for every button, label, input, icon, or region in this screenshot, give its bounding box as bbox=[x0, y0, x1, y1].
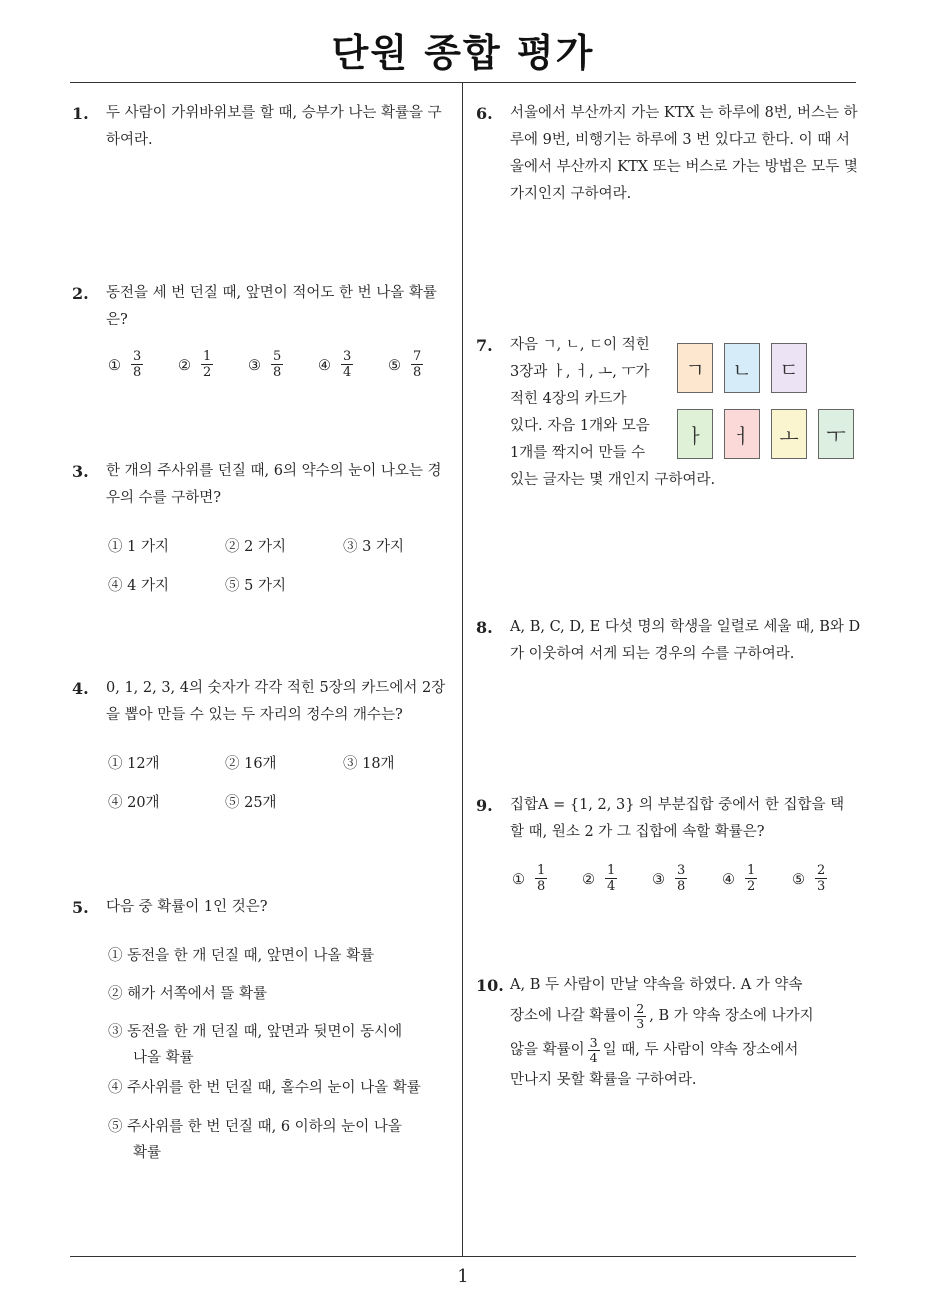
question-number: 10. bbox=[476, 976, 504, 995]
option-continued: 확률 bbox=[133, 1145, 162, 1161]
option-marker[interactable]: ② bbox=[582, 872, 595, 888]
option-fraction[interactable]: $\frac{2}{3}$ bbox=[817, 863, 826, 894]
option-marker[interactable]: ⑤ bbox=[388, 358, 401, 374]
option[interactable]: ③ 18개 bbox=[343, 756, 395, 772]
consonant-card: ㄱ bbox=[677, 343, 713, 393]
page-number: 1 bbox=[457, 1266, 469, 1287]
option-fraction[interactable]: $\frac{1}{4}$ bbox=[607, 863, 616, 894]
option-marker[interactable]: ① bbox=[108, 358, 121, 374]
option[interactable]: ⑤ 주사위를 한 번 던질 때, 6 이하의 눈이 나올 bbox=[108, 1119, 402, 1135]
option[interactable]: ① 1 가지 bbox=[108, 539, 169, 555]
option[interactable]: ③ 동전을 한 개 던질 때, 앞면과 뒷면이 동시에 bbox=[108, 1024, 403, 1040]
inline-fraction: $\frac{2}{3}$ bbox=[636, 1000, 645, 1031]
option-continued: 나올 확률 bbox=[133, 1050, 194, 1066]
option[interactable]: ⑤ 25개 bbox=[225, 795, 277, 811]
inline-fraction: $\frac{3}{4}$ bbox=[589, 1034, 598, 1065]
option-marker[interactable]: ④ bbox=[318, 358, 331, 374]
top-rule bbox=[70, 82, 856, 83]
question-number: 4. bbox=[72, 679, 89, 698]
vowel-card: ㅗ bbox=[771, 409, 807, 459]
question-text: 집합A = {1, 2, 3} 의 부분집합 중에서 한 집합을 택할 때, 원소 2 가 그 집합에 속할 확률은? bbox=[510, 797, 845, 840]
option-marker[interactable]: ⑤ bbox=[792, 872, 805, 888]
option[interactable]: ⑤ 5 가지 bbox=[225, 578, 286, 594]
option[interactable]: ② 해가 서쪽에서 뜰 확률 bbox=[108, 986, 267, 1002]
option[interactable]: ④ 주사위를 한 번 던질 때, 홀수의 눈이 나올 확률 bbox=[108, 1080, 421, 1096]
option-marker[interactable]: ① bbox=[512, 872, 525, 888]
question-text: A, B 두 사람이 만날 약속을 하였다. A 가 약속 장소에 나갈 확률이 $\frac{2}{3}$ , B 가 약속 장소에 나가지 않을 확률이 $\frac{3}{4}$ 일 때, 두 사람이 약속 장소에서 만나지 못할 확률을 구하여라. bbox=[510, 977, 814, 1088]
consonant-card: ㄷ bbox=[771, 343, 807, 393]
question-text: A, B, C, D, E 다섯 명의 학생을 일렬로 세울 때, B와 D 가 이웃하여 서게 되는 경우의 수를 구하여라. bbox=[510, 619, 861, 662]
question-6 bbox=[476, 100, 862, 208]
question-number: 6. bbox=[476, 104, 493, 123]
vowel-card: ㅏ bbox=[677, 409, 713, 459]
option-fraction[interactable]: $\frac{3}{8}$ bbox=[133, 349, 142, 380]
question-number: 9. bbox=[476, 796, 493, 815]
question-text: 동전을 세 번 던질 때, 앞면이 적어도 한 번 나올 확률은? bbox=[106, 285, 437, 328]
option[interactable]: ④ 20개 bbox=[108, 795, 160, 811]
option-marker[interactable]: ③ bbox=[652, 872, 665, 888]
option[interactable]: ① 12개 bbox=[108, 756, 160, 772]
option-fraction[interactable]: $\frac{7}{8}$ bbox=[413, 349, 422, 380]
question-5 bbox=[72, 894, 447, 921]
option-fraction[interactable]: $\frac{1}{2}$ bbox=[747, 863, 756, 894]
column-divider bbox=[462, 82, 463, 1256]
question-text: 서울에서 부산까지 가는 KTX 는 하루에 8번, 버스는 하루에 9번, 비행기는 하루에 3 번 있다고 한다. 이 때 서울에서 부산까지 KTX 또는 버스로 가는 방법은 모두 몇 가지인지 구하여라. bbox=[510, 105, 858, 202]
option-fraction[interactable]: $\frac{3}{4}$ bbox=[343, 349, 352, 380]
question-4 bbox=[72, 675, 450, 729]
question-number: 2. bbox=[72, 284, 89, 303]
question-text: 0, 1, 2, 3, 4의 숫자가 각각 적힌 5장의 카드에서 2장을 뽑아 만들 수 있는 두 자리의 정수의 개수는? bbox=[106, 680, 446, 723]
question-3 bbox=[72, 458, 447, 512]
question-7 bbox=[476, 332, 866, 494]
question-1 bbox=[72, 100, 447, 154]
option-fraction[interactable]: $\frac{5}{8}$ bbox=[273, 349, 282, 380]
option-marker[interactable]: ③ bbox=[248, 358, 261, 374]
question-10 bbox=[476, 972, 866, 1094]
question-number: 5. bbox=[72, 898, 89, 917]
option[interactable]: ① 동전을 한 개 던질 때, 앞면이 나올 확률 bbox=[108, 948, 375, 964]
question-number: 1. bbox=[72, 104, 89, 123]
question-number: 3. bbox=[72, 462, 89, 481]
page-title: 단원 종합 평가 bbox=[331, 31, 595, 75]
bottom-rule bbox=[70, 1256, 856, 1257]
option-fraction[interactable]: $\frac{3}{8}$ bbox=[677, 863, 686, 894]
option-fraction[interactable]: $\frac{1}{2}$ bbox=[203, 349, 212, 380]
question-9 bbox=[476, 792, 852, 846]
option[interactable]: ③ 3 가지 bbox=[343, 539, 404, 555]
question-2 bbox=[72, 280, 447, 334]
question-text: 다음 중 확률이 1인 것은? bbox=[106, 899, 268, 915]
consonant-card: ㄴ bbox=[724, 343, 760, 393]
question-number: 7. bbox=[476, 336, 493, 355]
option[interactable]: ④ 4 가지 bbox=[108, 578, 169, 594]
vowel-card: ㅜ bbox=[818, 409, 854, 459]
option-marker[interactable]: ④ bbox=[722, 872, 735, 888]
question-number: 8. bbox=[476, 618, 493, 637]
question-text: 자음 ㄱ, ㄴ, ㄷ이 적힌 3장과 ㅏ, ㅓ, ㅗ, ㅜ가 적힌 4장의 카드가 있다. 자음 1개와 모음 1개를 짝지어 만들 수 있는 글자는 몇 개인지 구하여라. bbox=[510, 337, 716, 488]
option[interactable]: ② 2 가지 bbox=[225, 539, 286, 555]
option-fraction[interactable]: $\frac{1}{8}$ bbox=[537, 863, 546, 894]
question-text: 한 개의 주사위를 던질 때, 6의 약수의 눈이 나오는 경우의 수를 구하면? bbox=[106, 463, 442, 506]
question-text: 두 사람이 가위바위보를 할 때, 승부가 나는 확률을 구하여라. bbox=[106, 105, 442, 148]
option[interactable]: ② 16개 bbox=[225, 756, 277, 772]
question-8 bbox=[476, 614, 866, 668]
option-marker[interactable]: ② bbox=[178, 358, 191, 374]
vowel-card: ㅓ bbox=[724, 409, 760, 459]
